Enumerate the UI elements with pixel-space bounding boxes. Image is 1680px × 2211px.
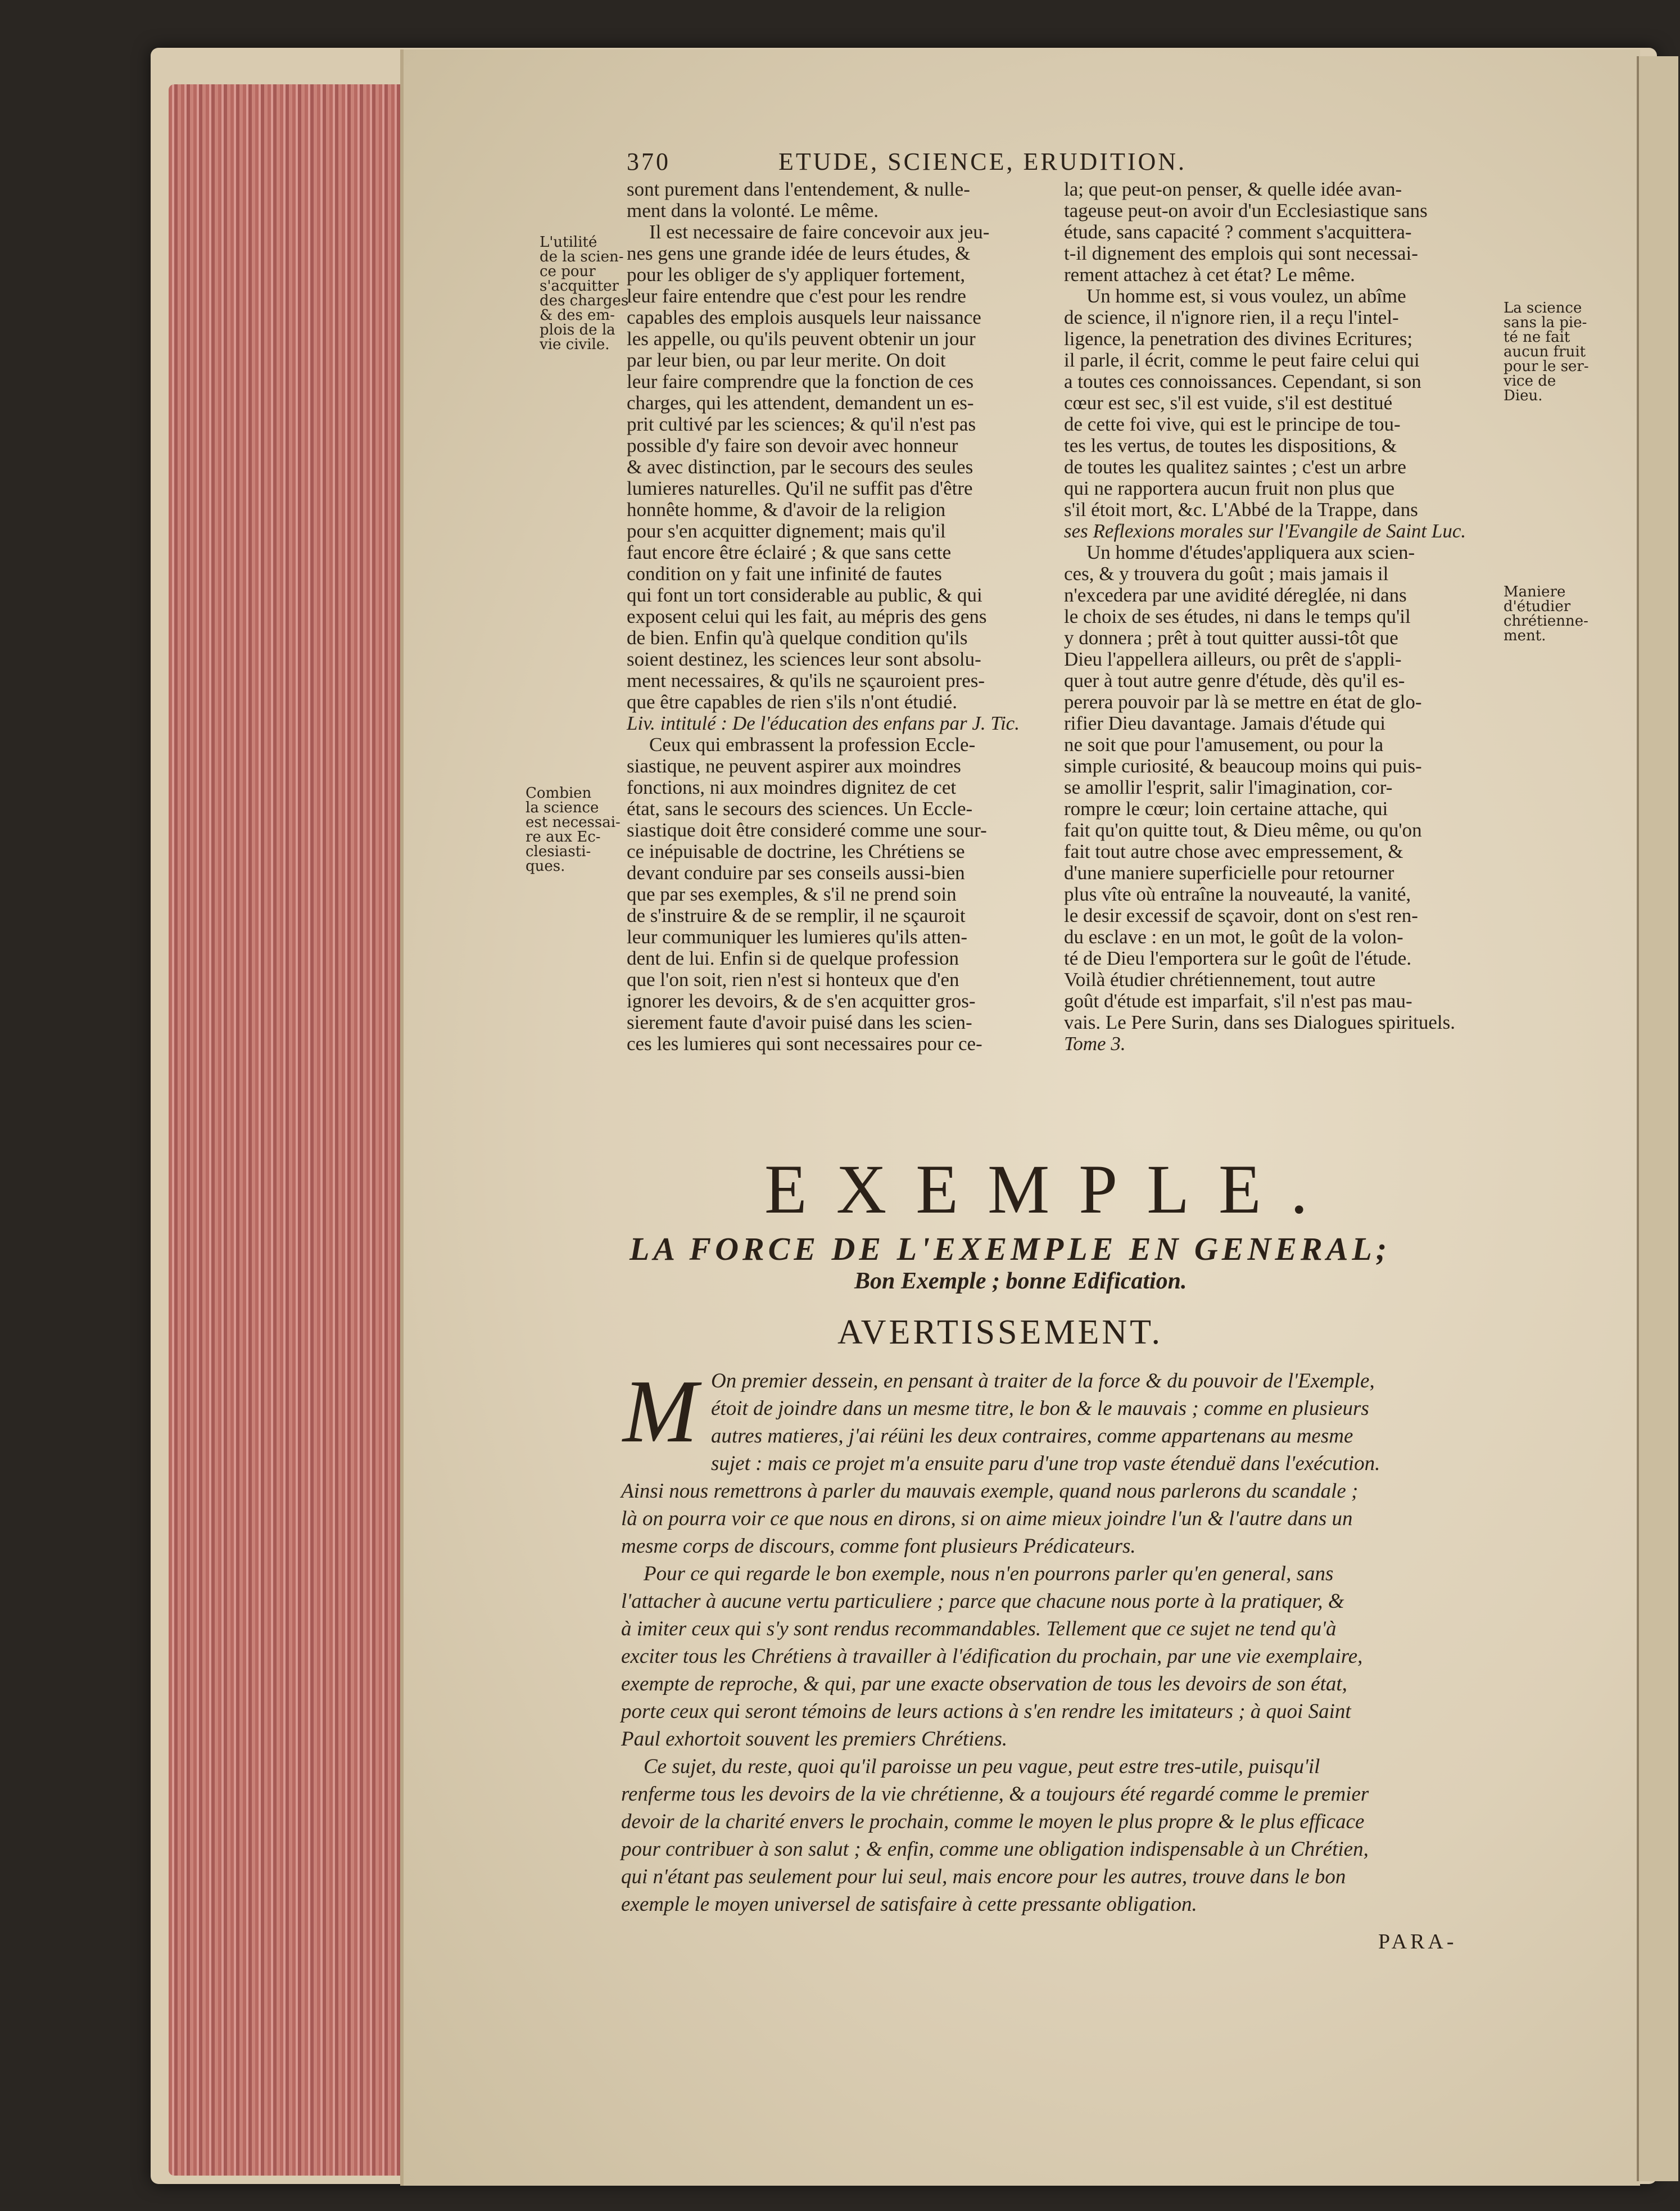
margin-note-right-1: La science sans la pie- té ne fait aucun fruit pour le ser- vice de Dieu.: [1504, 300, 1589, 404]
section-subtitle-2: Bon Exemple ; bonne Edification.: [854, 1268, 1187, 1294]
page-edge-red: [169, 84, 405, 2176]
running-title: ETUDE, SCIENCE, ERUDITION.: [778, 148, 1187, 175]
drop-cap: M: [623, 1361, 698, 1461]
right-column: la; que peut-on penser, & quelle idée avan- tageuse peut-on avoir d'un Ecclesiastique sans étude, sans capacité ? comment s'acquittera- t-il dignement des emplois qui sont necessai- rement attachez à cet état? Le même. Un homme est, si vous voulez, un abîme de science, il n'ignore rien, il a reçu l'intel- ligence, la penetration des divines Ecritures; il parle, il écrit, comme le peut faire celui qui a toutes ces connoissances. Cependant, si son cœur est sec, s'il est vuide, s'il est destitué de cette foi vive, qui est le principe de tou- tes les vertus, de toutes les dispositions, & de toutes les qualitez saintes ; c'est un arbre qui ne rapportera aucun fruit non plus que s'il étoit mort, &c. L'Abbé de la Trappe, dans ses Reflexions morales sur l'Evangile de Saint Luc. Un homme d'études'appliquera aux scien- ces, & y trouvera du goût ; mais jamais il n'excedera par une avidité déreglée, ni dans le choix de ses études, ni dans le temps qu'il y donnera ; prêt à tout quitter aussi-tôt que Dieu l'appellera ailleurs, ou prêt de s'appli- quer à tout autre genre d'étude, dès qu'il es- perera pouvoir par là se mettre en état de glo- rifier Dieu davantage. Jamais d'étude qui ne soit que pour l'amusement, ou pour la simple curiosité, & beaucoup moins qui puis- se amollir l'esprit, salir l'imagination, cor- rompre le cœur; loin certaine attache, qui fait qu'on quitte tout, & Dieu même, ou qu'on fait tout autre chose avec empressement, & d'une maniere superficielle pour retourner plus vîte où entraîne la nouveauté, la vanité, le desir excessif de sçavoir, dont on s'est ren- du esclave : en un mot, le goût de la volon- té de Dieu l'emportera sur le goût de l'étude. Voilà étudier chrétiennement, tout autre goût d'étude est imparfait, s'il n'est pas mau- vais. Le Pere Surin, dans ses Dialogues spirituels. Tome 3.: [1064, 178, 1466, 1055]
avertissement-body: On premier dessein, en pensant à traiter de la force & du pouvoir de l'Exemple, étoit de joindre dans un mesme titre, le bon & le mauvais ; comme en plusieurs autres matieres, j'ai réüni les deux contraires, comme appartenans au mesme sujet : mais ce projet m'a ensuite paru d'une trop vaste étenduë dans l'exécution. Ainsi nous remettrons à parler du mauvais exemple, quand nous parlerons du scandale ; là on pourra voir ce que nous en dirons, si on aime mieux joindre l'un & l'autre dans un mesme corps de discours, comme font plusieurs Prédicateurs. Pour ce qui regarde le bon exemple, nous n'en pourrons parler qu'en general, sans l'attacher à aucune vertu particuliere ; parce que chacune nous porte à la pratiquer, & à imiter ceux qui s'y sont rendus recommandables. Tellement que ce sujet ne tend qu'à exciter tous les Chrétiens à travailler à l'édification du prochain, par une vie exemplaire, exempte de reproche, & qui, par une exacte observation de tous les devoirs de son état, porte ceux qui seront témoins de leurs actions à s'en rendre les imitateurs ; à quoi Saint Paul exhortoit souvent les premiers Chrétiens. Ce sujet, du reste, quoi qu'il paroisse un peu vague, peut estre tres-utile, puisqu'il renferme tous les devoirs de la vie chrétienne, & a toujours été regardé comme le premier devoir de la charité envers le prochain, comme le moyen le plus propre & le plus efficace pour contribuer à son salut ; & enfin, comme une obligation indispensable à un Chrétien, qui n'étant pas seulement pour lui seul, mais encore pour les autres, trouve dans le bon exemple le moyen universel de satisfaire à cette pressante obligation.: [621, 1369, 1380, 1916]
left-column: sont purement dans l'entendement, & nulle- ment dans la volonté. Le même. Il est necessaire de faire concevoir aux jeu- nes gens une grande idée de leurs études, & pour les obliger de s'y appliquer fortement, leur faire entendre que c'est pour les rendre capables des emplois ausquels leur naissance les appelle, ou qu'ils peuvent obtenir un jour par leur bien, ou par leur merite. On doit leur faire comprendre que la fonction de ces charges, qui les attendent, demandent un es- prit cultivé par les sciences; & qu'il n'est pas possible d'y faire son devoir avec honneur & avec distinction, par le secours des seules lumieres naturelles. Qu'il ne suffit pas d'être honnête homme, & d'avoir de la religion pour s'en acquitter dignement; mais qu'il faut encore être éclairé ; & que sans cette condition on y fait une infinité de fautes qui font un tort considerable au public, & qui exposent celui qui les fait, au mépris des gens de bien. Enfin qu'à quelque condition qu'ils soient destinez, les sciences leur sont absolu- ment necessaires, & qu'ils ne sçauroient pres- que être capables de rien s'ils n'ont étudié. Liv. intitulé : De l'éducation des enfans par J. Tic. Ceux qui embrassent la profession Eccle- siastique, ne peuvent aspirer aux moindres fonctions, ni aux moindres dignitez de cet état, sans le secours des sciences. Un Eccle- siastique doit être consideré comme une sour- ce inépuisable de doctrine, les Chrétiens se devant conduire par ses conseils aussi-bien que par ses exemples, & s'il ne prend soin de s'instruire & de se remplir, il ne sçauroit leur communiquer les lumieres qu'ils atten- dent de lui. Enfin si de quelque profession que l'on soit, rien n'est si honteux que d'en ignorer les devoirs, & de s'en acquitter gros- sierement faute d'avoir puisé dans les scien- ces les lumieres qui sont necessaires pour ce-: [627, 178, 1020, 1055]
next-page-edge: [1637, 56, 1678, 2181]
margin-note-left-1: L'utilité de la scien- ce pour s'acquitter des charges & des em- plois de la vie civile.: [540, 234, 629, 353]
margin-note-right-2: Maniere d'étudier chrétienne- ment.: [1504, 584, 1588, 644]
section-title: EXEMPLE.: [764, 1151, 1337, 1228]
section-subtitle: LA FORCE DE L'EXEMPLE EN GENERAL;: [630, 1231, 1391, 1267]
margin-note-left-2: Combien la science est necessai- re aux Ec- clesiasti- ques.: [526, 785, 621, 875]
catchword: PARA-: [1378, 1930, 1457, 1954]
page-number: 370: [627, 148, 671, 175]
avertissement-heading: AVERTISSEMENT.: [837, 1313, 1163, 1351]
